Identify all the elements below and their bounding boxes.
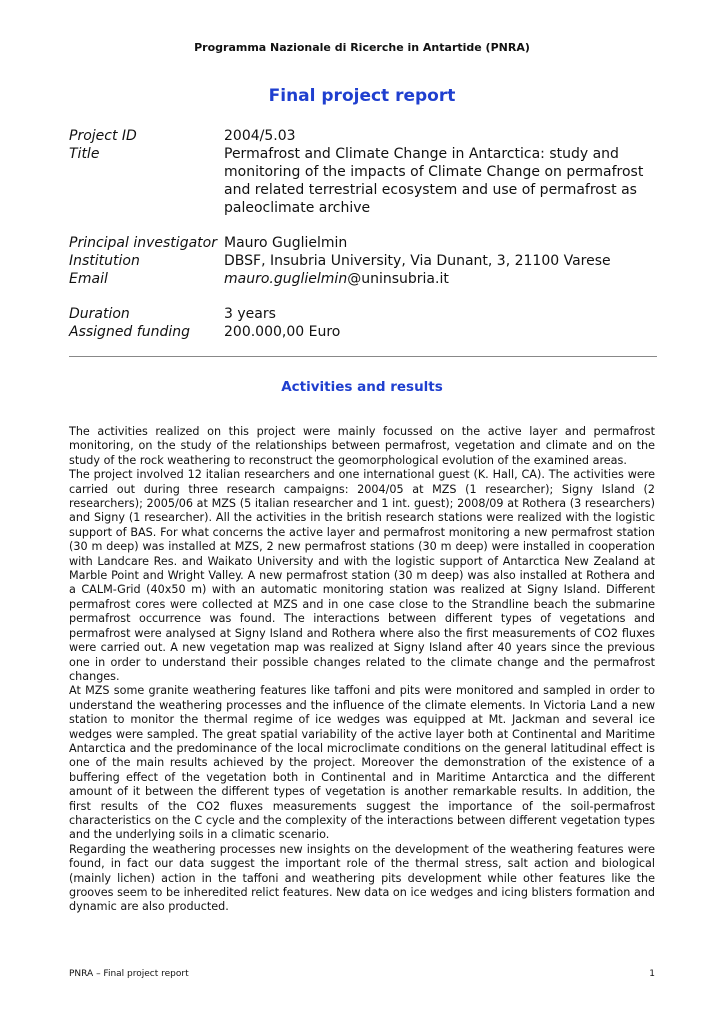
paragraph: The activities realized on this project were mainly focussed on the active layer and permafrost monitoring, on the study of the relationships between permafrost, vegetation and climate and on the study of the rock weathering to reconstruct the geomorphological evolution of the examined areas.	[69, 425, 655, 467]
institution-label: Institution	[69, 253, 140, 269]
institution-row	[69, 252, 659, 270]
section-divider	[69, 356, 657, 357]
project-info	[69, 127, 659, 217]
page-number: 1	[649, 969, 655, 979]
email-label: Email	[69, 271, 108, 287]
project-title-value: Permafrost and Climate Change in Antarctica: study and monitoring of the impacts of Climate Change on permafrost and related terrestrial ecosystem and use of permafrost as paleoclimate archive	[224, 146, 644, 216]
investigator-info	[69, 234, 659, 288]
funding-label: Assigned funding	[69, 324, 190, 340]
funding-row	[69, 323, 659, 341]
paragraph: Regarding the weathering processes new insights on the development of the weathering features were found, in fact our data suggest the important role of the thermal stress, salt action and biological (mainly lichen) action in the taffoni and weathering pits development while other features like the grooves seem to be inheredited relict features. New data on ice wedges and icing blisters formation and dynamic are also producted.	[69, 842, 655, 914]
footer-text: PNRA – Final project report	[69, 969, 189, 979]
pi-value: Mauro Guglielmin	[224, 235, 348, 251]
funding-value: 200.000,00 Euro	[224, 324, 341, 340]
pi-label: Principal investigator	[69, 235, 217, 251]
section-title: Activities and results	[281, 379, 443, 395]
project-id-label: Project ID	[69, 128, 137, 144]
email-domain: @uninsubria.it	[347, 271, 449, 287]
paragraph: At MZS some granite weathering features like taffoni and pits were monitored and sampled in order to understand the weathering processes and the influence of the climate elements. In Victoria Land a new station to monitor the thermal regime of ice wedges was equipped at Mt. Jackman and several ice wedges were sampled. The great spatial variability of the active layer both at Continental and Maritime Antarctica and the predominance of the local microclimate conditions on the general latitudinal effect is one of the main results achieved by the project. Moreover the demonstration of the existence of a buffering effect of the vegetation both in Continental and in Maritime Antarctica and the different amount of it between the different types of vegetation is another remarkable results. In addition, the first results of the CO2 fluxes measurements suggest the importance of the soil-permafrost characteristics on the C cycle and the complexity of the interactions between different vegetation types and the underlying soils in a climatic scenario.	[69, 684, 655, 842]
page-header: Programma Nazionale di Ricerche in Antartide (PNRA)	[194, 41, 530, 54]
title-row	[69, 145, 659, 217]
institution-value: DBSF, Insubria University, Via Dunant, 3, 21100 Varese	[224, 253, 611, 269]
email-link[interactable]	[224, 270, 659, 288]
title-label: Title	[69, 146, 100, 162]
report-body	[69, 425, 655, 915]
page-footer	[69, 969, 655, 979]
report-title: Final project report	[268, 86, 456, 106]
project-id-row	[69, 127, 659, 145]
pi-row	[69, 234, 659, 252]
project-id-value: 2004/5.03	[224, 128, 296, 144]
duration-value: 3 years	[224, 306, 276, 322]
email-user: mauro.guglielmin	[224, 271, 348, 287]
funding-info	[69, 305, 659, 341]
paragraph: The project involved 12 italian researchers and one international guest (K. Hall, CA). The activities were carried out during three research campaigns: 2004/05 at MZS (1 researcher); Signy Island (2 researchers); 2005/06 at MZS (5 italian researcher and 1 int. guest); 2008/09 at Rothera (3 researchers) and Signy (1 researcher). All the activities in the british research stations were realized with the logistic support of BAS. For what concerns the active layer and permafrost monitoring a new permafrost station (30 m deep) was installed at MZS, 2 new permafrost stations (30 m deep) were installed in cooperation with Landcare Res. and Waikato University and with the logistic support of Antarctica New Zealand at Marble Point and Wright Valley. A new permafrost station (30 m deep) was also installed at Rothera and a CALM-Grid (40x50 m) with an automatic monitoring station was realized at Signy Island. Different permafrost cores were collected at MZS and in one case close to the Strandline beach the submarine permafrost occurrence was found. The interactions between different types of vegetations and permafrost were analysed at Signy Island and Rothera where also the first measurements of CO2 fluxes were carried out. A new vegetation map was realized at Signy Island after 40 years since the previous one in order to understand their possible changes related to the climate change and the permafrost changes.	[69, 468, 655, 683]
email-row	[69, 270, 659, 288]
duration-label: Duration	[69, 306, 130, 322]
duration-row	[69, 305, 659, 323]
